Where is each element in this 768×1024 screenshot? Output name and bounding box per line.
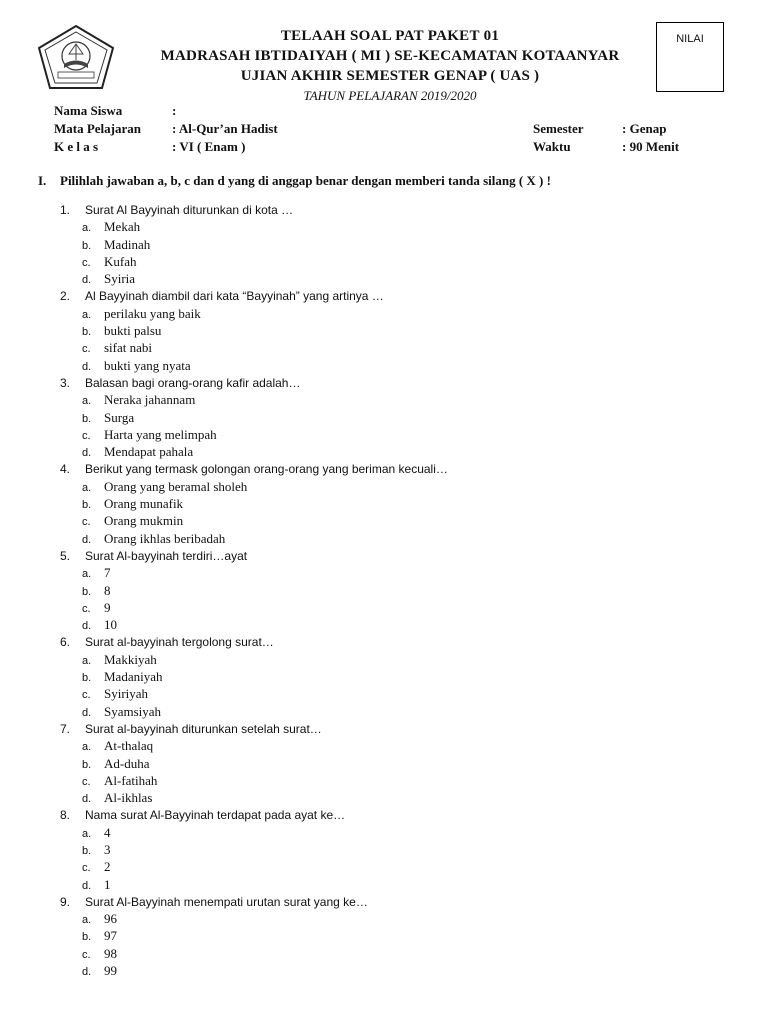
option-text: Madaniyah xyxy=(104,669,163,685)
answer-option[interactable] xyxy=(60,927,720,944)
answer-option[interactable] xyxy=(60,789,720,806)
answer-option[interactable] xyxy=(60,616,720,633)
option-text: 10 xyxy=(104,617,117,633)
academic-year: TAHUN PELAJARAN 2019/2020 xyxy=(303,88,477,103)
option-letter: d. xyxy=(82,274,92,287)
option-text: Kufah xyxy=(104,253,137,269)
option-letter: a. xyxy=(82,827,92,840)
option-letter: d. xyxy=(82,360,92,373)
answer-option[interactable] xyxy=(60,858,720,875)
option-letter: c. xyxy=(82,862,91,875)
question xyxy=(60,460,720,477)
option-letter: c. xyxy=(82,689,91,702)
answer-option[interactable] xyxy=(60,737,720,754)
option-text: Al-ikhlas xyxy=(104,790,153,806)
class-value: : VI ( Enam ) xyxy=(172,139,246,154)
question xyxy=(60,720,720,737)
option-letter: c. xyxy=(82,516,91,529)
answer-option[interactable] xyxy=(60,651,720,668)
answer-option[interactable] xyxy=(60,945,720,962)
answer-option[interactable] xyxy=(60,530,720,547)
student-name-label: Nama Siswa xyxy=(54,103,123,118)
option-text: 2 xyxy=(104,859,111,875)
option-letter: a. xyxy=(82,395,92,408)
score-box[interactable] xyxy=(656,22,724,92)
option-letter: a. xyxy=(82,308,92,321)
student-name-value: : xyxy=(172,103,177,118)
question-number: 9. xyxy=(60,894,71,909)
question-text: Balasan bagi orang-orang kafir adalah… xyxy=(85,375,301,390)
answer-option[interactable] xyxy=(60,478,720,495)
subject-value: : Al-Qur’an Hadist xyxy=(172,121,278,136)
option-letter: a. xyxy=(82,222,92,235)
option-letter: d. xyxy=(82,447,92,460)
option-letter: a. xyxy=(82,568,92,581)
option-text: Orang ikhlas beribadah xyxy=(104,530,226,546)
school-name: MADRASAH IBTIDAIYAH ( MI ) SE-KECAMATAN KOTAANYAR xyxy=(160,48,620,64)
answer-option[interactable] xyxy=(60,391,720,408)
answer-option[interactable] xyxy=(60,772,720,789)
question-text: Surat Al-bayyinah terdiri…ayat xyxy=(85,548,248,563)
option-text: 3 xyxy=(104,841,111,857)
option-letter: a. xyxy=(82,481,92,494)
question-number: 4. xyxy=(60,462,71,477)
option-text: bukti yang nyata xyxy=(104,357,191,373)
question-number: 7. xyxy=(60,721,71,736)
option-letter: a. xyxy=(82,741,92,754)
option-text: Orang yang beramal sholeh xyxy=(104,478,248,494)
question-number: 2. xyxy=(60,289,71,304)
question-text: Al Bayyinah diambil dari kata “Bayyinah” yang artinya … xyxy=(85,289,384,304)
option-letter: b. xyxy=(82,844,92,857)
question-text: Berikut yang termask golongan orang-orang yang beriman kecuali… xyxy=(85,462,448,477)
option-text: 7 xyxy=(104,565,111,581)
option-text: Syiriyah xyxy=(104,686,149,702)
option-text: Madinah xyxy=(104,236,151,252)
option-letter: d. xyxy=(82,793,92,806)
answer-option[interactable] xyxy=(60,409,720,426)
option-letter: d. xyxy=(82,706,92,719)
option-text: Syiria xyxy=(104,271,136,287)
option-text: 4 xyxy=(104,824,111,840)
option-letter: c. xyxy=(82,343,91,356)
option-text: 8 xyxy=(104,582,111,598)
question-text: Surat Al-Bayyinah menempati urutan surat yang ke… xyxy=(85,894,368,909)
answer-option[interactable] xyxy=(60,910,720,927)
answer-option[interactable] xyxy=(60,236,720,253)
option-text: sifat nabi xyxy=(104,340,153,356)
option-text: Mekah xyxy=(104,219,141,235)
option-letter: a. xyxy=(82,654,92,667)
option-letter: d. xyxy=(82,879,92,892)
answer-option[interactable] xyxy=(60,841,720,858)
option-text: Orang mukmin xyxy=(104,513,184,529)
option-letter: c. xyxy=(82,948,91,961)
option-text: 98 xyxy=(104,945,117,961)
answer-option[interactable] xyxy=(60,599,720,616)
option-text: 97 xyxy=(104,928,117,944)
question-number: 5. xyxy=(60,548,71,563)
semester-label: Semester xyxy=(533,121,584,136)
option-letter: b. xyxy=(82,931,92,944)
answer-option[interactable] xyxy=(60,443,720,460)
question-number: 1. xyxy=(60,203,71,217)
option-text: Surga xyxy=(104,409,135,425)
question-number: 8. xyxy=(60,808,71,823)
semester-value: : Genap xyxy=(622,121,667,136)
option-text: 99 xyxy=(104,963,117,979)
option-text: perilaku yang baik xyxy=(104,305,201,321)
option-letter: b. xyxy=(82,499,92,512)
option-letter: b. xyxy=(82,239,92,252)
answer-option[interactable] xyxy=(60,685,720,702)
doc-title: TELAAH SOAL PAT PAKET 01 xyxy=(280,28,500,44)
option-text: At-thalaq xyxy=(104,738,154,754)
class-label: K e l a s xyxy=(54,139,99,154)
answer-option[interactable] xyxy=(60,876,720,893)
answer-option[interactable] xyxy=(60,668,720,685)
option-letter: c. xyxy=(82,602,91,615)
answer-option[interactable] xyxy=(60,218,720,235)
option-text: Harta yang melimpah xyxy=(104,426,217,442)
answer-option[interactable] xyxy=(60,253,720,270)
section-number: I. xyxy=(38,173,47,188)
option-text: 1 xyxy=(104,876,111,892)
answer-option[interactable] xyxy=(60,512,720,529)
instruction-text: Pilihlah jawaban a, b, c dan d yang di anggap benar dengan memberi tanda silang ( X ) ! xyxy=(60,173,551,188)
question xyxy=(60,893,720,910)
option-letter: c. xyxy=(82,429,91,442)
option-text: Makkiyah xyxy=(104,651,157,667)
question-text: Surat Al Bayyinah diturunkan di kota … xyxy=(85,203,294,217)
option-letter: b. xyxy=(82,585,92,598)
option-letter: b. xyxy=(82,412,92,425)
option-letter: d. xyxy=(82,966,92,979)
option-letter: d. xyxy=(82,620,92,633)
time-value: : 90 Menit xyxy=(622,139,680,154)
question-number: 6. xyxy=(60,635,71,650)
option-letter: b. xyxy=(82,672,92,685)
option-letter: d. xyxy=(82,533,92,546)
answer-option[interactable] xyxy=(60,305,720,322)
exam-name: UJIAN AKHIR SEMESTER GENAP ( UAS ) xyxy=(240,68,540,84)
option-text: bukti palsu xyxy=(104,323,162,339)
answer-option[interactable] xyxy=(60,322,720,339)
option-letter: b. xyxy=(82,758,92,771)
answer-option[interactable] xyxy=(60,495,720,512)
answer-option[interactable] xyxy=(60,357,720,374)
option-letter: c. xyxy=(82,256,91,269)
option-letter: c. xyxy=(82,775,91,788)
answer-option[interactable] xyxy=(60,962,720,979)
question-text: Surat al-bayyinah diturunkan setelah surat… xyxy=(85,721,322,736)
time-label: Waktu xyxy=(533,139,571,154)
option-text: Ad-duha xyxy=(104,755,150,771)
option-text: 96 xyxy=(104,911,117,927)
answer-option[interactable] xyxy=(60,564,720,581)
answer-option[interactable] xyxy=(60,339,720,356)
score-label: NILAI xyxy=(676,33,704,45)
option-letter: b. xyxy=(82,326,92,339)
question-number: 3. xyxy=(60,375,71,390)
answer-option[interactable] xyxy=(60,755,720,772)
question-text: Surat al-bayyinah tergolong surat… xyxy=(85,635,274,650)
question xyxy=(60,287,720,304)
question-text: Nama surat Al-Bayyinah terdapat pada ayat ke… xyxy=(85,808,346,823)
option-text: Al-fatihah xyxy=(104,772,158,788)
option-text: Orang munafik xyxy=(104,496,184,512)
question-list xyxy=(60,201,720,979)
option-text: Neraka jahannam xyxy=(104,392,196,408)
question xyxy=(60,547,720,564)
option-letter: a. xyxy=(82,914,92,927)
option-text: 9 xyxy=(104,599,111,615)
answer-option[interactable] xyxy=(60,426,720,443)
answer-option[interactable] xyxy=(60,703,720,720)
question xyxy=(60,374,720,391)
answer-option[interactable] xyxy=(60,582,720,599)
section-instruction xyxy=(38,173,551,189)
question xyxy=(60,201,720,218)
school-logo xyxy=(36,24,116,92)
subject-label: Mata Pelajaran xyxy=(54,121,142,136)
option-text: Mendapat pahala xyxy=(104,444,194,460)
answer-option[interactable] xyxy=(60,270,720,287)
question xyxy=(60,806,720,823)
option-text: Syamsiyah xyxy=(104,703,162,719)
answer-option[interactable] xyxy=(60,824,720,841)
question xyxy=(60,633,720,650)
